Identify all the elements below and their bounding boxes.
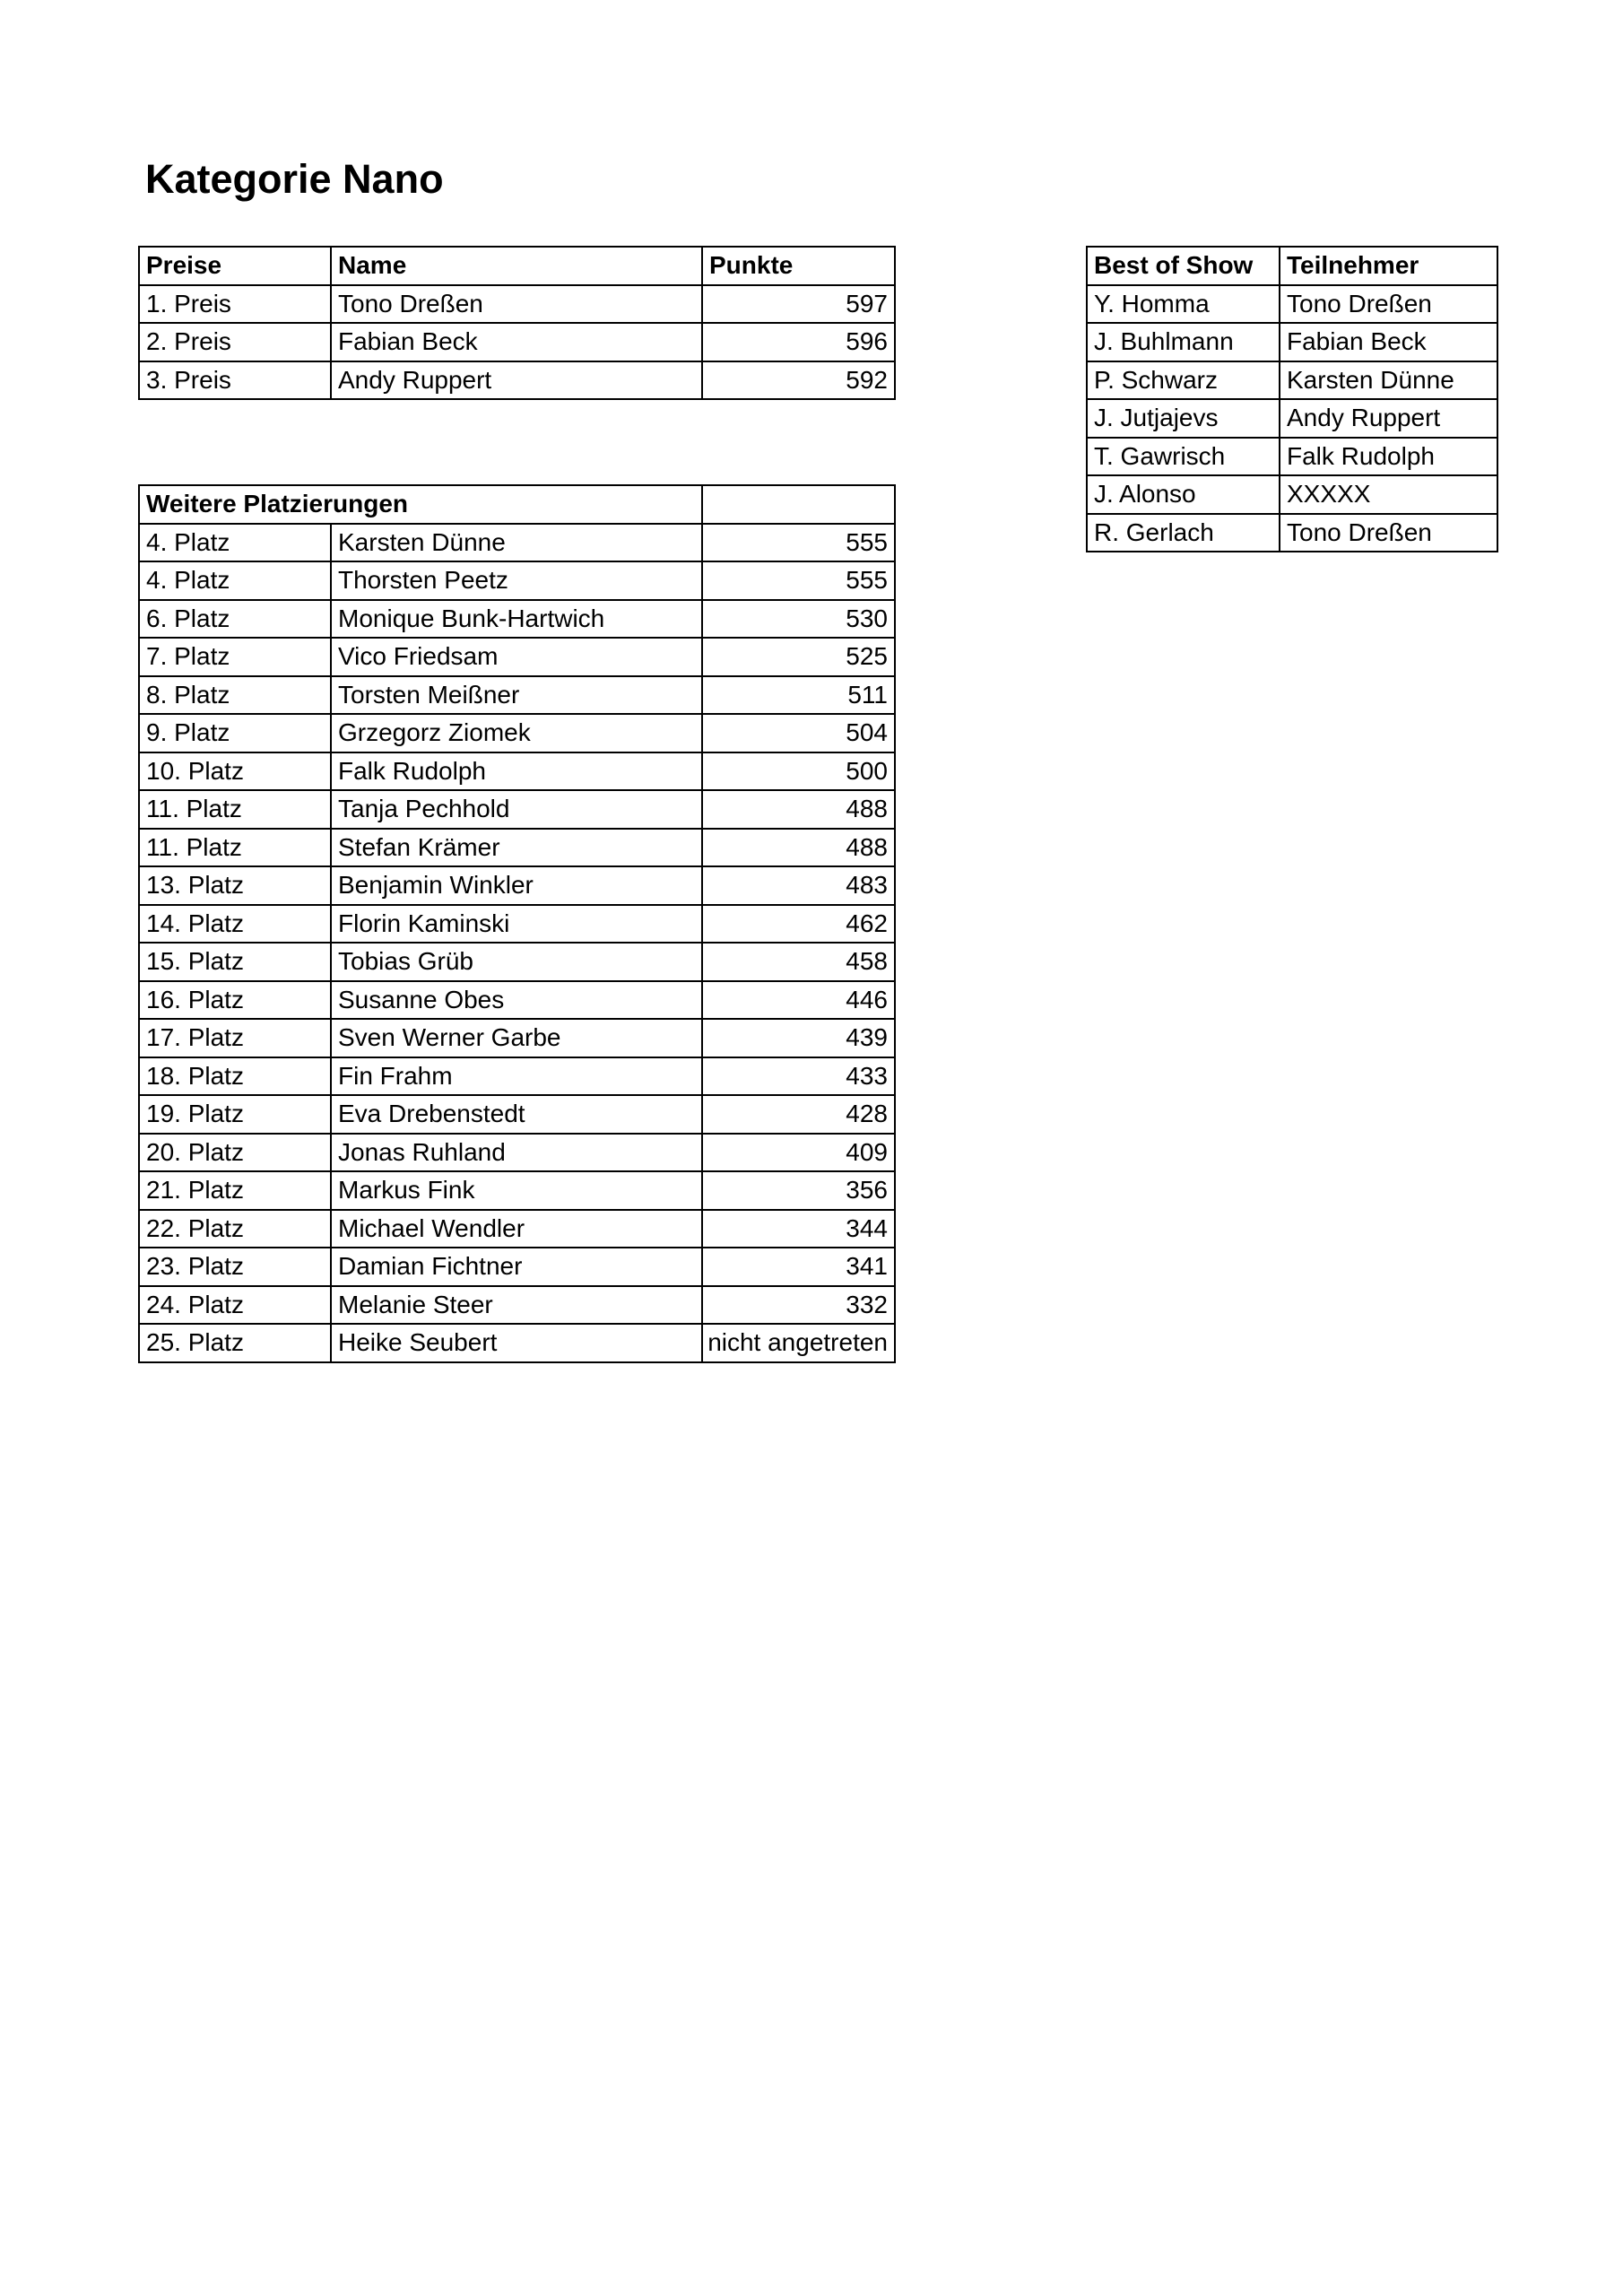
placement-name-cell: Torsten Meißner bbox=[331, 676, 702, 715]
placement-row bbox=[139, 524, 895, 562]
placement-points-cell: 344 bbox=[702, 1210, 895, 1248]
best-of-show-participant-cell: Andy Ruppert bbox=[1280, 399, 1497, 438]
placement-row bbox=[139, 638, 895, 676]
placement-name-cell: Stefan Krämer bbox=[331, 829, 702, 867]
best-of-show-row bbox=[1087, 323, 1497, 361]
placement-points-cell: 446 bbox=[702, 981, 895, 1020]
placement-name-cell: Damian Fichtner bbox=[331, 1248, 702, 1286]
placement-row bbox=[139, 1248, 895, 1286]
placement-rank-cell: 10. Platz bbox=[139, 752, 331, 791]
placement-row bbox=[139, 829, 895, 867]
placement-points-cell: nicht angetreten bbox=[702, 1324, 895, 1362]
placement-name-cell: Fin Frahm bbox=[331, 1057, 702, 1096]
best-of-show-juror-cell: J. Buhlmann bbox=[1087, 323, 1280, 361]
placement-points-cell: 332 bbox=[702, 1286, 895, 1325]
placement-points-cell: 356 bbox=[702, 1171, 895, 1210]
prizes-header-punkte: Punkte bbox=[702, 247, 895, 285]
placement-name-cell: Eva Drebenstedt bbox=[331, 1095, 702, 1134]
placement-name-cell: Susanne Obes bbox=[331, 981, 702, 1020]
placement-rank-cell: 9. Platz bbox=[139, 714, 331, 752]
placement-row bbox=[139, 1057, 895, 1096]
placement-points-cell: 483 bbox=[702, 866, 895, 905]
placement-points-cell: 500 bbox=[702, 752, 895, 791]
placement-rank-cell: 14. Platz bbox=[139, 905, 331, 944]
placement-rank-cell: 11. Platz bbox=[139, 790, 331, 829]
prizes-header-row bbox=[139, 247, 895, 285]
best-of-show-header-participant: Teilnehmer bbox=[1280, 247, 1497, 285]
placement-name-cell: Monique Bunk-Hartwich bbox=[331, 600, 702, 639]
best-of-show-row bbox=[1087, 475, 1497, 514]
placement-rank-cell: 23. Platz bbox=[139, 1248, 331, 1286]
placement-row bbox=[139, 752, 895, 791]
placement-row bbox=[139, 714, 895, 752]
placement-rank-cell: 25. Platz bbox=[139, 1324, 331, 1362]
prize-points-cell: 592 bbox=[702, 361, 895, 400]
placements-header-empty-cell bbox=[702, 485, 895, 524]
placement-row bbox=[139, 1134, 895, 1172]
placement-name-cell: Tobias Grüb bbox=[331, 943, 702, 981]
page-title: Kategorie Nano bbox=[145, 156, 444, 202]
placement-name-cell: Tanja Pechhold bbox=[331, 790, 702, 829]
prizes-header-preise: Preise bbox=[139, 247, 331, 285]
placement-rank-cell: 13. Platz bbox=[139, 866, 331, 905]
placement-row bbox=[139, 866, 895, 905]
placement-points-cell: 511 bbox=[702, 676, 895, 715]
best-of-show-juror-cell: Y. Homma bbox=[1087, 285, 1280, 324]
placement-row bbox=[139, 1095, 895, 1134]
prize-rank-cell: 2. Preis bbox=[139, 323, 331, 361]
placement-row bbox=[139, 1324, 895, 1362]
placements-header: Weitere Platzierungen bbox=[139, 485, 702, 524]
placement-points-cell: 555 bbox=[702, 524, 895, 562]
placement-points-cell: 458 bbox=[702, 943, 895, 981]
placement-rank-cell: 22. Platz bbox=[139, 1210, 331, 1248]
best-of-show-participant-cell: XXXXX bbox=[1280, 475, 1497, 514]
placement-name-cell: Jonas Ruhland bbox=[331, 1134, 702, 1172]
placement-name-cell: Falk Rudolph bbox=[331, 752, 702, 791]
best-of-show-row bbox=[1087, 285, 1497, 324]
placements-table bbox=[138, 484, 896, 1363]
placement-row bbox=[139, 981, 895, 1020]
best-of-show-row bbox=[1087, 514, 1497, 552]
placement-row bbox=[139, 676, 895, 715]
placement-points-cell: 530 bbox=[702, 600, 895, 639]
best-of-show-juror-cell: R. Gerlach bbox=[1087, 514, 1280, 552]
placement-rank-cell: 8. Platz bbox=[139, 676, 331, 715]
placement-row bbox=[139, 790, 895, 829]
prize-points-cell: 597 bbox=[702, 285, 895, 324]
best-of-show-row bbox=[1087, 438, 1497, 476]
best-of-show-participant-cell: Falk Rudolph bbox=[1280, 438, 1497, 476]
placement-name-cell: Grzegorz Ziomek bbox=[331, 714, 702, 752]
placement-rank-cell: 18. Platz bbox=[139, 1057, 331, 1096]
placement-points-cell: 555 bbox=[702, 561, 895, 600]
placement-row bbox=[139, 1019, 895, 1057]
prize-points-cell: 596 bbox=[702, 323, 895, 361]
placement-row bbox=[139, 905, 895, 944]
best-of-show-juror-cell: P. Schwarz bbox=[1087, 361, 1280, 400]
placement-points-cell: 488 bbox=[702, 790, 895, 829]
placement-name-cell: Karsten Dünne bbox=[331, 524, 702, 562]
prize-rank-cell: 3. Preis bbox=[139, 361, 331, 400]
best-of-show-participant-cell: Karsten Dünne bbox=[1280, 361, 1497, 400]
placement-rank-cell: 20. Platz bbox=[139, 1134, 331, 1172]
placement-points-cell: 439 bbox=[702, 1019, 895, 1057]
placement-rank-cell: 11. Platz bbox=[139, 829, 331, 867]
best-of-show-header-row bbox=[1087, 247, 1497, 285]
placement-name-cell: Vico Friedsam bbox=[331, 638, 702, 676]
placement-name-cell: Sven Werner Garbe bbox=[331, 1019, 702, 1057]
placement-points-cell: 525 bbox=[702, 638, 895, 676]
placement-name-cell: Michael Wendler bbox=[331, 1210, 702, 1248]
prize-row bbox=[139, 323, 895, 361]
placement-rank-cell: 16. Platz bbox=[139, 981, 331, 1020]
placement-rank-cell: 6. Platz bbox=[139, 600, 331, 639]
placement-name-cell: Benjamin Winkler bbox=[331, 866, 702, 905]
placement-rank-cell: 7. Platz bbox=[139, 638, 331, 676]
placement-row bbox=[139, 600, 895, 639]
prize-name-cell: Andy Ruppert bbox=[331, 361, 702, 400]
best-of-show-row bbox=[1087, 361, 1497, 400]
best-of-show-participant-cell: Tono Dreßen bbox=[1280, 285, 1497, 324]
placement-name-cell: Florin Kaminski bbox=[331, 905, 702, 944]
placement-row bbox=[139, 943, 895, 981]
placement-points-cell: 409 bbox=[702, 1134, 895, 1172]
best-of-show-participant-cell: Fabian Beck bbox=[1280, 323, 1497, 361]
placement-rank-cell: 15. Platz bbox=[139, 943, 331, 981]
placement-name-cell: Melanie Steer bbox=[331, 1286, 702, 1325]
prizes-header-name: Name bbox=[331, 247, 702, 285]
best-of-show-participant-cell: Tono Dreßen bbox=[1280, 514, 1497, 552]
placement-rank-cell: 17. Platz bbox=[139, 1019, 331, 1057]
placement-name-cell: Thorsten Peetz bbox=[331, 561, 702, 600]
best-of-show-juror-cell: J. Jutjajevs bbox=[1087, 399, 1280, 438]
placement-name-cell: Heike Seubert bbox=[331, 1324, 702, 1362]
placement-points-cell: 488 bbox=[702, 829, 895, 867]
prizes-table bbox=[138, 246, 896, 400]
placement-rank-cell: 21. Platz bbox=[139, 1171, 331, 1210]
best-of-show-header-juror: Best of Show bbox=[1087, 247, 1280, 285]
prize-name-cell: Tono Dreßen bbox=[331, 285, 702, 324]
placement-rank-cell: 4. Platz bbox=[139, 524, 331, 562]
placement-points-cell: 462 bbox=[702, 905, 895, 944]
placement-row bbox=[139, 561, 895, 600]
placement-rank-cell: 24. Platz bbox=[139, 1286, 331, 1325]
placement-points-cell: 433 bbox=[702, 1057, 895, 1096]
best-of-show-table bbox=[1086, 246, 1498, 552]
placement-row bbox=[139, 1171, 895, 1210]
placements-header-row bbox=[139, 485, 895, 524]
placement-rank-cell: 19. Platz bbox=[139, 1095, 331, 1134]
prize-row bbox=[139, 361, 895, 400]
placement-points-cell: 341 bbox=[702, 1248, 895, 1286]
prize-name-cell: Fabian Beck bbox=[331, 323, 702, 361]
placement-points-cell: 428 bbox=[702, 1095, 895, 1134]
prize-row bbox=[139, 285, 895, 324]
placement-name-cell: Markus Fink bbox=[331, 1171, 702, 1210]
placement-row bbox=[139, 1210, 895, 1248]
placement-rank-cell: 4. Platz bbox=[139, 561, 331, 600]
prize-rank-cell: 1. Preis bbox=[139, 285, 331, 324]
placement-points-cell: 504 bbox=[702, 714, 895, 752]
best-of-show-row bbox=[1087, 399, 1497, 438]
best-of-show-juror-cell: J. Alonso bbox=[1087, 475, 1280, 514]
placement-row bbox=[139, 1286, 895, 1325]
best-of-show-juror-cell: T. Gawrisch bbox=[1087, 438, 1280, 476]
